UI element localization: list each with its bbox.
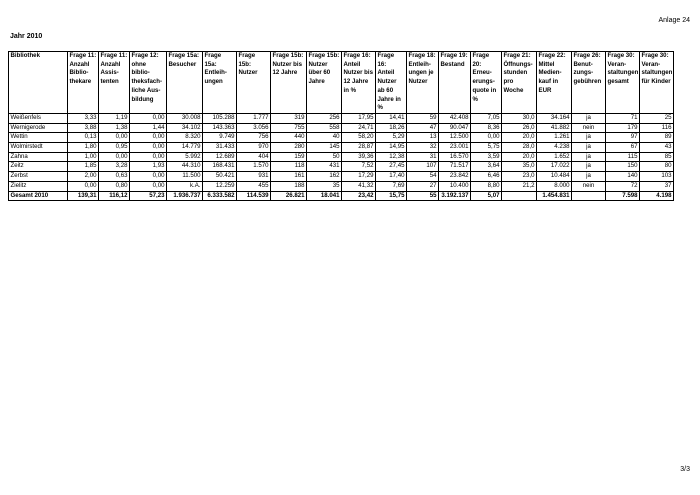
column-header: Frage 22: Mittel Medien- kauf in EUR — [537, 52, 572, 114]
table-cell: ja — [572, 162, 606, 172]
table-cell: 168.431 — [203, 162, 237, 172]
table-cell: 0,13 — [68, 133, 99, 143]
table-cell: 5,07 — [471, 191, 502, 201]
table-cell: nein — [572, 181, 606, 191]
library-name-cell: Zielitz — [9, 181, 68, 191]
table-cell: 43 — [640, 143, 674, 153]
table-cell: 18.041 — [307, 191, 342, 201]
column-header: Frage 30: Veran- staltungen für Kinder — [640, 52, 674, 114]
table-cell: 0,00 — [130, 143, 167, 153]
library-name-cell: Gesamt 2010 — [9, 191, 68, 201]
table-cell: 3,64 — [471, 162, 502, 172]
table-cell: 1,00 — [68, 152, 99, 162]
table-cell: 26,0 — [502, 123, 537, 133]
table-cell: 0,00 — [99, 133, 130, 143]
table-cell: 188 — [271, 181, 307, 191]
table-cell: 47 — [407, 123, 439, 133]
table-cell: 71.517 — [439, 162, 471, 172]
table-cell: 280 — [271, 143, 307, 153]
library-name-cell: Zeitz — [9, 162, 68, 172]
table-cell: 39,36 — [342, 152, 376, 162]
table-row — [9, 123, 674, 133]
table-cell: 17,29 — [342, 172, 376, 182]
table-cell: 1.936.737 — [167, 191, 203, 201]
table-cell: 103 — [640, 172, 674, 182]
table-cell: ja — [572, 172, 606, 182]
table-cell: 1,44 — [130, 123, 167, 133]
table-cell: 71 — [606, 113, 640, 123]
table-cell — [502, 191, 537, 201]
table-cell: 1.454.831 — [537, 191, 572, 201]
table-cell: 3.056 — [237, 123, 271, 133]
table-cell: 67 — [606, 143, 640, 153]
table-cell: 30,0 — [502, 113, 537, 123]
table-cell: 16.570 — [439, 152, 471, 162]
column-header: Frage 15b: Nutzer bis 12 Jahre — [271, 52, 307, 114]
library-name-cell: Zerbst — [9, 172, 68, 182]
table-row — [9, 133, 674, 143]
table-body — [9, 113, 674, 200]
table-cell: 17,40 — [376, 172, 407, 182]
table-cell: 3,28 — [99, 162, 130, 172]
table-cell: 3,33 — [68, 113, 99, 123]
table-cell: 42.408 — [439, 113, 471, 123]
table-cell: 116,12 — [99, 191, 130, 201]
table-cell: nein — [572, 123, 606, 133]
table-cell: 20,0 — [502, 133, 537, 143]
table-cell: 140 — [606, 172, 640, 182]
table-cell: 404 — [237, 152, 271, 162]
table-cell: 31 — [407, 152, 439, 162]
table-cell: 20,0 — [502, 152, 537, 162]
table-cell: 5.992 — [167, 152, 203, 162]
column-header: Frage 19: Bestand — [439, 52, 471, 114]
library-name-cell: Zahna — [9, 152, 68, 162]
table-cell: 5,29 — [376, 133, 407, 143]
table-cell: 58,20 — [342, 133, 376, 143]
table-cell: 3,59 — [471, 152, 502, 162]
table-cell: 54 — [407, 172, 439, 182]
table-cell: 25 — [640, 113, 674, 123]
table-cell: 118 — [271, 162, 307, 172]
column-header: Frage 16: Anteil Nutzer bis 12 Jahre in % — [342, 52, 376, 114]
table-cell: 9.749 — [203, 133, 237, 143]
table-cell: 50.421 — [203, 172, 237, 182]
table-cell: 14.779 — [167, 143, 203, 153]
table-cell: 7,69 — [376, 181, 407, 191]
table-cell: 970 — [237, 143, 271, 153]
table-cell: 28,0 — [502, 143, 537, 153]
table-cell: ja — [572, 143, 606, 153]
column-header: Frage 11: Anzahl Biblio- thekare — [68, 52, 99, 114]
column-header-library: Bibliothek — [9, 52, 68, 114]
table-header — [9, 52, 674, 114]
table-cell: 1,93 — [130, 162, 167, 172]
table-cell: 558 — [307, 123, 342, 133]
table-cell: 27 — [407, 181, 439, 191]
table-cell: 1.652 — [537, 152, 572, 162]
column-header: Frage 18: Entleih- ungen je Nutzer — [407, 52, 439, 114]
table-row — [9, 181, 674, 191]
table-cell: 6.333.582 — [203, 191, 237, 201]
table-cell: 6,46 — [471, 172, 502, 182]
column-header: Frage 30: Veran- staltungen gesamt — [606, 52, 640, 114]
table-cell: 7.598 — [606, 191, 640, 201]
table-cell: 21,2 — [502, 181, 537, 191]
column-header: Frage 15b: Nutzer über 60 Jahre — [307, 52, 342, 114]
column-header: Frage 11: Anzahl Assis- tenten — [99, 52, 130, 114]
table-cell: 27,45 — [376, 162, 407, 172]
table-cell: 115 — [606, 152, 640, 162]
table-cell: 90.047 — [439, 123, 471, 133]
table-cell: 1,85 — [68, 162, 99, 172]
table-cell: 12.500 — [439, 133, 471, 143]
table-cell: 107 — [407, 162, 439, 172]
table-cell: 145 — [307, 143, 342, 153]
table-cell: 0,63 — [99, 172, 130, 182]
table-cell: 44.310 — [167, 162, 203, 172]
table-cell: 23.842 — [439, 172, 471, 182]
table-cell: 41,32 — [342, 181, 376, 191]
table-cell: 15,75 — [376, 191, 407, 201]
table-cell — [572, 191, 606, 201]
library-name-cell: Wernigerode — [9, 123, 68, 133]
column-header: Frage 21: Öffnungs- stunden pro Woche — [502, 52, 537, 114]
table-cell: 13 — [407, 133, 439, 143]
table-cell: 159 — [271, 152, 307, 162]
table-cell: 14,95 — [376, 143, 407, 153]
table-cell: 17.022 — [537, 162, 572, 172]
table-cell: 5,75 — [471, 143, 502, 153]
table-cell: 8,36 — [471, 123, 502, 133]
table-cell: 1.261 — [537, 133, 572, 143]
table-cell: 1,80 — [68, 143, 99, 153]
table-row — [9, 143, 674, 153]
table-cell: 0,00 — [68, 181, 99, 191]
page-number: 3/3 — [680, 466, 690, 473]
table-cell: 3,88 — [68, 123, 99, 133]
table-cell: 8,80 — [471, 181, 502, 191]
table-row — [9, 113, 674, 123]
table-cell: 143.363 — [203, 123, 237, 133]
table-cell: 32 — [407, 143, 439, 153]
table-cell: 8.000 — [537, 181, 572, 191]
column-header: Frage 15a: Entleih- ungen — [203, 52, 237, 114]
column-header: Frage 12: ohne biblio- theksfach- liche Aus- bildung — [130, 52, 167, 114]
table-cell: 34.164 — [537, 113, 572, 123]
table-row — [9, 172, 674, 182]
table-cell: 0,95 — [99, 143, 130, 153]
table-cell: ja — [572, 152, 606, 162]
table-cell: 12,38 — [376, 152, 407, 162]
table-cell: 161 — [271, 172, 307, 182]
table-cell: 455 — [237, 181, 271, 191]
table-cell: 12.689 — [203, 152, 237, 162]
table-cell: 150 — [606, 162, 640, 172]
table-cell: 0,00 — [130, 181, 167, 191]
table-cell: 55 — [407, 191, 439, 201]
table-cell: 0,80 — [99, 181, 130, 191]
table-cell: 85 — [640, 152, 674, 162]
table-cell: 7,05 — [471, 113, 502, 123]
table-cell: 256 — [307, 113, 342, 123]
table-cell: ja — [572, 113, 606, 123]
table-cell: 931 — [237, 172, 271, 182]
table-cell: 89 — [640, 133, 674, 143]
table-cell: 10.484 — [537, 172, 572, 182]
table-cell: 162 — [307, 172, 342, 182]
table-cell: 319 — [271, 113, 307, 123]
table-cell: 114.539 — [237, 191, 271, 201]
library-name-cell: Wettin — [9, 133, 68, 143]
table-cell: 7,52 — [342, 162, 376, 172]
table-cell: 1,38 — [99, 123, 130, 133]
table-cell: 37 — [640, 181, 674, 191]
table-cell: 0,00 — [99, 152, 130, 162]
table-cell: 24,71 — [342, 123, 376, 133]
header-row — [9, 52, 674, 114]
table-cell: 14,41 — [376, 113, 407, 123]
table-cell: 0,00 — [130, 133, 167, 143]
year-heading: Jahr 2010 — [10, 33, 43, 40]
table-cell: 116 — [640, 123, 674, 133]
table-cell: 2,00 — [68, 172, 99, 182]
table-cell: 30.008 — [167, 113, 203, 123]
table-cell: 755 — [271, 123, 307, 133]
total-row — [9, 191, 674, 201]
table-cell: 26.821 — [271, 191, 307, 201]
column-header: Frage 20: Erneu- erungs- quote in % — [471, 52, 502, 114]
table-cell: 23,42 — [342, 191, 376, 201]
table-cell: 4.238 — [537, 143, 572, 153]
table-cell: 18,26 — [376, 123, 407, 133]
table-cell: 1.570 — [237, 162, 271, 172]
library-name-cell: Wolmirstedt — [9, 143, 68, 153]
table-cell: 1,19 — [99, 113, 130, 123]
table-cell: 0,00 — [130, 113, 167, 123]
table-cell: 50 — [307, 152, 342, 162]
table-row — [9, 162, 674, 172]
column-header: Frage 15a: Besucher — [167, 52, 203, 114]
column-header: Frage 26: Benut- zungs- gebühren — [572, 52, 606, 114]
table-cell: 35 — [307, 181, 342, 191]
table-cell: 72 — [606, 181, 640, 191]
table-cell: 80 — [640, 162, 674, 172]
library-name-cell: Weißenfels — [9, 113, 68, 123]
table-cell: ja — [572, 133, 606, 143]
table-cell: 28,87 — [342, 143, 376, 153]
table-cell: k.A. — [167, 181, 203, 191]
table-cell: 35,0 — [502, 162, 537, 172]
table-cell: 1.777 — [237, 113, 271, 123]
table-cell: 431 — [307, 162, 342, 172]
table-cell: 105.288 — [203, 113, 237, 123]
table-cell: 179 — [606, 123, 640, 133]
table-cell: 0,00 — [130, 172, 167, 182]
table-cell: 11.500 — [167, 172, 203, 182]
table-cell: 23.001 — [439, 143, 471, 153]
table-cell: 31.433 — [203, 143, 237, 153]
table-cell: 4.198 — [640, 191, 674, 201]
table-cell: 34.102 — [167, 123, 203, 133]
table-cell: 40 — [307, 133, 342, 143]
table-cell: 3.192.137 — [439, 191, 471, 201]
table-cell: 59 — [407, 113, 439, 123]
table-cell: 57,23 — [130, 191, 167, 201]
table-cell: 12.259 — [203, 181, 237, 191]
table-cell: 440 — [271, 133, 307, 143]
table-row — [9, 152, 674, 162]
table-cell: 97 — [606, 133, 640, 143]
column-header: Frage 15b: Nutzer — [237, 52, 271, 114]
table-cell: 10.400 — [439, 181, 471, 191]
statistics-table — [8, 51, 674, 201]
table-cell: 139,31 — [68, 191, 99, 201]
table-cell: 23,0 — [502, 172, 537, 182]
annex-label: Anlage 24 — [658, 17, 690, 24]
table-cell: 41.882 — [537, 123, 572, 133]
table-cell: 0,00 — [471, 133, 502, 143]
table-cell: 17,95 — [342, 113, 376, 123]
table-cell: 0,00 — [130, 152, 167, 162]
table-cell: 8.320 — [167, 133, 203, 143]
column-header: Frage 16: Anteil Nutzer ab 60 Jahre in % — [376, 52, 407, 114]
table-cell: 756 — [237, 133, 271, 143]
